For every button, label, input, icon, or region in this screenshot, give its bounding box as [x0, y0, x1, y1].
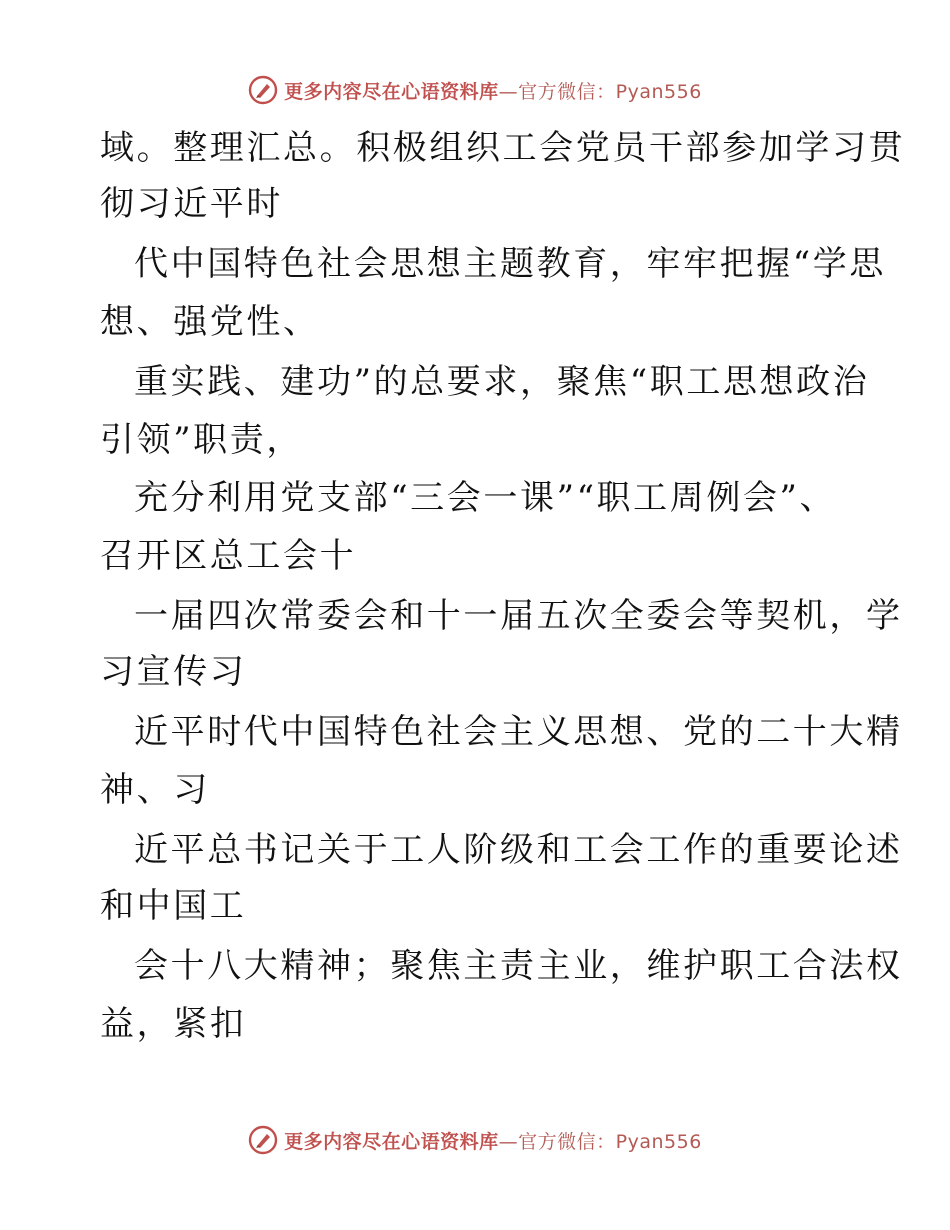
pen-nib-logo-icon — [248, 1125, 278, 1155]
text-line: 会十八大精神；聚焦主责主业，维护职工合法权 — [134, 946, 903, 986]
text-line: 近平时代中国特色社会主义思想、党的二十大精 — [134, 712, 903, 752]
text-line: 近平总书记关于工人阶级和工会工作的重要论述 — [134, 830, 903, 870]
text-line: 召开区总工会十 — [100, 536, 357, 576]
banner-site-text: 更多内容尽在心语资料库 — [284, 80, 499, 103]
text-line: 代中国特色社会思想主题教育，牢牢把握“学思 — [134, 244, 886, 284]
text-line: 益，紧扣 — [100, 1004, 247, 1044]
text-line: 重实践、建功”的总要求，聚焦“职工思想政治 — [134, 362, 870, 402]
text-line: 一届四次常委会和十一届五次全委会等契机，学 — [134, 596, 903, 636]
text-line: 想、强党性、 — [100, 302, 320, 342]
banner-wechat-text: 官方微信：Pyan556 — [518, 1130, 702, 1153]
banner-dash: — — [498, 1130, 519, 1153]
text-line: 习宣传习 — [100, 652, 247, 692]
banner-dash: — — [498, 80, 519, 103]
text-line: 引领”职责， — [100, 420, 303, 460]
footer-banner — [0, 1120, 950, 1160]
text-line: 和中国工 — [100, 886, 247, 926]
header-banner — [0, 70, 950, 110]
banner-wechat-text: 官方微信：Pyan556 — [518, 80, 702, 103]
banner-text — [284, 77, 702, 104]
banner-text — [284, 1127, 702, 1154]
text-line: 充分利用党支部“三会一课”“职工周例会”、 — [134, 478, 837, 518]
pen-nib-logo-icon — [248, 75, 278, 105]
banner-site-text: 更多内容尽在心语资料库 — [284, 1130, 499, 1153]
text-line: 神、习 — [100, 770, 210, 810]
text-line: 彻习近平时 — [100, 184, 283, 224]
text-line: 域。整理汇总。积极组织工会党员干部参加学习贯 — [100, 128, 906, 168]
